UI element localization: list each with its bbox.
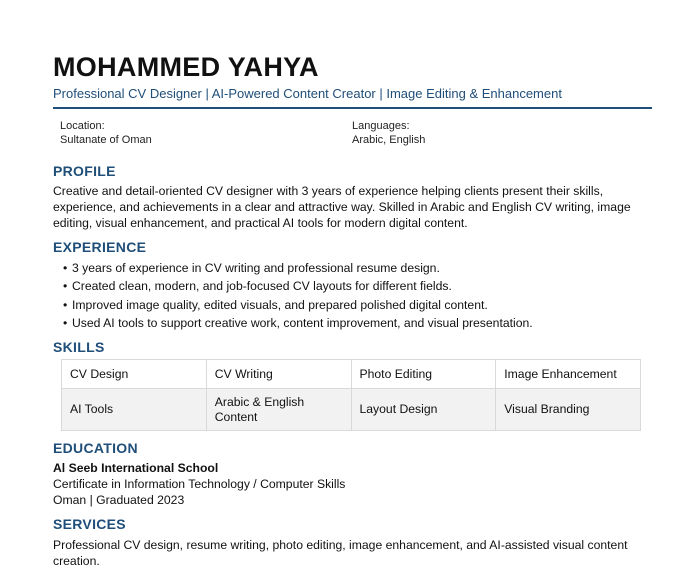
skill-cell: Layout Design [351, 389, 496, 431]
languages-block [352, 119, 425, 147]
bullet-icon: • [63, 315, 68, 330]
bullet-icon: • [63, 261, 68, 275]
skill-cell: CV Design [62, 360, 207, 389]
location-value: Sultanate of Oman [60, 134, 152, 146]
list-item [63, 259, 533, 277]
experience-item: Improved image quality, edited visuals, and prepared polished digital content. [72, 297, 488, 312]
table-row [62, 389, 641, 431]
languages-value: Arabic, English [352, 134, 426, 146]
skills-table [61, 359, 641, 431]
school-name: Al Seeb International School [53, 461, 219, 475]
header-divider [53, 107, 652, 109]
bullet-icon: • [63, 297, 68, 312]
skill-cell: CV Writing [206, 360, 351, 389]
experience-heading: EXPERIENCE [53, 239, 147, 255]
skill-cell: Arabic & English Content [206, 389, 351, 431]
list-item [63, 296, 533, 314]
location-label: Location: [60, 120, 105, 132]
skill-cell: Image Enhancement [496, 360, 641, 389]
skill-cell: Photo Editing [351, 360, 496, 389]
location-block [60, 119, 152, 147]
name-heading: MOHAMMED YAHYA [53, 52, 319, 82]
experience-list [63, 259, 533, 332]
list-item [63, 277, 533, 295]
skills-heading: SKILLS [53, 339, 105, 355]
table-row [62, 360, 641, 389]
subtitle: Professional CV Designer | AI-Powered Content Creator | Image Editing & Enhancement [53, 86, 562, 101]
profile-text: Creative and detail-oriented CV designer with 3 years of experience helping clients present their skills, experience, and achievements in a clear and attractive way. Skilled in Arabic and English CV writing, image editing, visual enhancement, and practical AI tools for modern digital content. [53, 184, 631, 230]
experience-item: Created clean, modern, and job-focused CV layouts for different fields. [72, 279, 452, 294]
bullet-icon: • [63, 279, 68, 294]
certificate-text: Certificate in Information Technology / Computer Skills [53, 477, 346, 491]
experience-item: Used AI tools to support creative work, content improvement, and visual presentation. [72, 315, 533, 330]
graduation-text: Oman | Graduated 2023 [53, 493, 185, 507]
list-item [63, 314, 533, 332]
education-heading: EDUCATION [53, 440, 138, 456]
languages-label: Languages: [352, 120, 410, 132]
services-text: Professional CV design, resume writing, photo editing, image enhancement, and AI-assisted visual content creation. [53, 538, 628, 568]
services-heading: SERVICES [53, 516, 126, 532]
skill-cell: Visual Branding [496, 389, 641, 431]
skill-cell: AI Tools [62, 389, 207, 431]
experience-item: 3 years of experience in CV writing and professional resume design. [72, 261, 440, 275]
profile-heading: PROFILE [53, 163, 116, 179]
